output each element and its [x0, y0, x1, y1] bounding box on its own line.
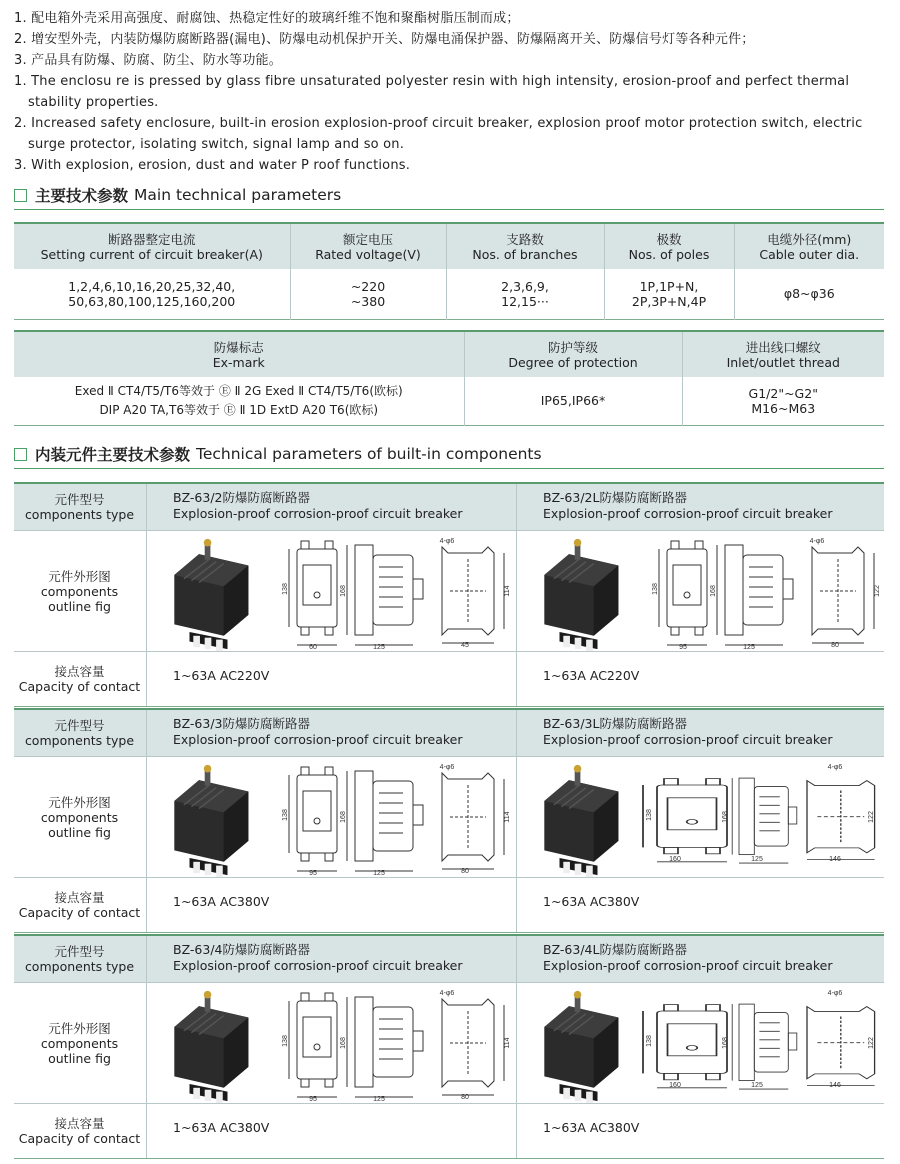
row-label-text: outline fig	[48, 598, 111, 614]
component-model	[543, 942, 833, 974]
dimension-label: 80	[831, 642, 839, 649]
dimension-label: 168	[722, 1037, 729, 1049]
row-label	[14, 531, 145, 651]
row-label	[14, 983, 145, 1103]
dimension-label: 125	[743, 644, 755, 651]
row-label	[14, 878, 145, 932]
right-component-cell	[516, 484, 885, 530]
base-view-drawing	[812, 547, 874, 643]
intro-en-2-cont: surge protector, isolating switch, signal lamp and so on.	[28, 137, 405, 152]
model-name: BZ-63/4L防爆防腐断路器	[543, 942, 687, 957]
dimension-label: 138	[652, 583, 659, 595]
row-label-text: 元件型号	[54, 718, 105, 733]
dimension-label: 114	[504, 811, 511, 823]
row-label	[14, 710, 145, 756]
contact-capacity: 1~63A AC220V	[173, 668, 270, 683]
left-component-cell	[146, 936, 516, 982]
component-model	[173, 716, 463, 748]
component-model	[543, 490, 833, 522]
intro-en-3: 3. With explosion, erosion, dust and water P roof functions.	[14, 158, 411, 173]
dimension-label: 114	[504, 585, 511, 597]
left-component-cell	[146, 983, 516, 1103]
section-builtin-params	[14, 443, 542, 465]
left-component-cell	[146, 531, 516, 651]
component-group	[14, 708, 884, 933]
header-cell: 电缆外径(mm) Cable outer dia.	[734, 223, 884, 269]
left-component-cell	[146, 1104, 516, 1158]
component-capacity-row	[14, 1104, 884, 1158]
component-outline-figure	[147, 531, 515, 651]
row-label-text: Capacity of contact	[18, 1131, 141, 1146]
row-label	[14, 757, 145, 877]
right-component-cell	[516, 652, 885, 706]
component-type-row	[14, 484, 884, 531]
contact-capacity: 1~63A AC380V	[543, 1120, 640, 1135]
row-label-text: 元件型号	[54, 492, 105, 507]
right-component-cell	[516, 1104, 885, 1158]
table-cell: Exed Ⅱ CT4/T5/T6等效于 Ⓔ Ⅱ 2G Exed Ⅱ CT4/T5/T6(欧标) DIP A20 TA,T6等效于 Ⓔ Ⅱ 1D ExtD A20 T6(欧标)	[74, 383, 403, 417]
table-row	[14, 269, 884, 319]
row-label-text: outline fig	[48, 824, 111, 840]
model-description: Explosion-proof corrosion-proof circuit breaker	[173, 958, 463, 973]
model-description: Explosion-proof corrosion-proof circuit breaker	[543, 732, 833, 747]
exmark-table	[14, 330, 884, 426]
section-title-cn: 内装元件主要技术参数	[35, 446, 191, 464]
section-title-en: Main technical parameters	[134, 186, 342, 204]
component-model	[173, 490, 463, 522]
checkbox-square-icon	[14, 189, 27, 202]
section-divider	[14, 209, 884, 210]
front-view-drawing	[289, 541, 337, 645]
dimension-label: 4-φ6	[439, 764, 455, 771]
component-outline-figure	[147, 983, 515, 1103]
component-outline-figure	[517, 531, 885, 651]
table-cell: φ8~φ36	[734, 269, 884, 319]
row-label-text: 接点容量	[54, 890, 105, 905]
right-component-cell	[516, 757, 885, 877]
component-model	[543, 716, 833, 748]
model-description: Explosion-proof corrosion-proof circuit breaker	[543, 506, 833, 521]
front-view-drawing	[289, 767, 337, 871]
row-label	[14, 484, 145, 530]
table-cell: G1/2"~G2" M16~M63	[682, 377, 884, 425]
row-label-text: outline fig	[48, 1050, 111, 1066]
dimension-label: 125	[751, 1082, 763, 1089]
component-outline-figure	[517, 757, 885, 877]
dimension-label: 80	[461, 868, 469, 875]
dimension-label: 4-φ6	[827, 990, 843, 997]
section-title-en: Technical parameters of built-in components	[196, 445, 542, 463]
left-component-cell	[146, 757, 516, 877]
right-component-cell	[516, 878, 885, 932]
dimension-label: 125	[373, 1096, 385, 1103]
header-cell: 支路数 Nos. of branches	[446, 223, 604, 269]
dimension-label: 125	[751, 856, 763, 863]
right-component-cell	[516, 936, 885, 982]
dimension-label: 4-φ6	[809, 538, 825, 545]
component-capacity-row	[14, 652, 884, 706]
component-outline-figure	[147, 757, 515, 877]
header-cell: 断路器整定电流 Setting current of circuit breaker(A)	[14, 223, 290, 269]
component-figure-row	[14, 531, 884, 652]
dimension-label: 45	[461, 642, 469, 649]
front-view-drawing	[643, 1005, 727, 1088]
base-view-drawing	[442, 773, 504, 869]
right-component-cell	[516, 531, 885, 651]
component-outline-figure	[517, 983, 885, 1103]
component-capacity-row	[14, 878, 884, 932]
breaker-photo-image	[161, 763, 256, 877]
side-view-drawing	[717, 545, 793, 645]
intro-en-2: 2. Increased safety enclosure, built-in erosion explosion-proof circuit breaker, explosion proof motor protection switch, electric	[14, 116, 863, 131]
right-component-cell	[516, 983, 885, 1103]
header-cell: 进出线口螺纹 Inlet/outlet thread	[682, 331, 884, 377]
component-type-row	[14, 936, 884, 983]
header-cell: 额定电压 Rated voltage(V)	[290, 223, 446, 269]
side-view-drawing	[732, 778, 797, 863]
table-cell: 1,2,4,6,10,16,20,25,32,40, 50,63,80,100,125,160,200	[68, 278, 236, 309]
row-label-text: components type	[24, 733, 135, 748]
row-label-text: 接点容量	[54, 1116, 105, 1131]
dimension-label: 122	[868, 811, 875, 823]
intro-cn-3: 3. 产品具有防爆、防腐、防尘、防水等功能。	[14, 53, 282, 68]
left-component-cell	[146, 878, 516, 932]
side-view-drawing	[347, 771, 423, 871]
model-description: Explosion-proof corrosion-proof circuit breaker	[543, 958, 833, 973]
dimension-label: 4-φ6	[439, 990, 455, 997]
component-group	[14, 934, 884, 1159]
section-main-params	[14, 184, 341, 206]
side-view-drawing	[732, 1004, 797, 1089]
dimension-label: 138	[282, 809, 289, 821]
dimension-label: 4-φ6	[827, 764, 843, 771]
row-label-text: 元件型号	[54, 944, 105, 959]
dimension-label: 138	[282, 1035, 289, 1047]
component-figure-row	[14, 757, 884, 878]
main-params-table	[14, 222, 884, 320]
dimension-label: 95	[679, 644, 687, 651]
right-component-cell	[516, 710, 885, 756]
header-cell: 防爆标志 Ex-mark	[14, 331, 464, 377]
row-label-text: 元件外形图	[48, 1020, 111, 1036]
dimension-label: 168	[340, 811, 347, 823]
row-label	[14, 1104, 145, 1158]
dimension-label: 60	[309, 644, 317, 651]
left-component-cell	[146, 652, 516, 706]
front-view-drawing	[643, 779, 727, 862]
dimension-label: 95	[309, 1096, 317, 1103]
base-view-drawing	[442, 999, 504, 1095]
dimension-label: 95	[309, 870, 317, 877]
front-view-drawing	[289, 993, 337, 1097]
checkbox-square-icon	[14, 448, 27, 461]
dimension-label: 160	[669, 856, 681, 863]
row-label-text: components	[40, 809, 119, 825]
breaker-photo-image	[161, 537, 256, 651]
dimension-label: 168	[710, 585, 717, 597]
side-view-drawing	[347, 997, 423, 1097]
row-label-text: components type	[24, 959, 135, 974]
dimension-label: 168	[722, 811, 729, 823]
breaker-photo-image	[531, 989, 626, 1103]
section-title-cn: 主要技术参数	[35, 187, 129, 205]
section-divider	[14, 468, 884, 469]
row-label-text: components	[40, 583, 119, 599]
dimension-label: 122	[868, 1037, 875, 1049]
breaker-photo-image	[531, 537, 626, 651]
row-label-text: Capacity of contact	[18, 679, 141, 694]
dimension-label: 146	[829, 856, 841, 863]
base-view-drawing	[442, 547, 504, 643]
left-component-cell	[146, 710, 516, 756]
component-group	[14, 482, 884, 707]
table-cell: 2,3,6,9, 12,15···	[446, 269, 604, 319]
breaker-photo-image	[531, 763, 626, 877]
row-label-text: Capacity of contact	[18, 905, 141, 920]
breaker-photo-image	[161, 989, 256, 1103]
component-type-row	[14, 710, 884, 757]
row-label-text: components	[40, 1035, 119, 1051]
row-label-text: 元件外形图	[48, 794, 111, 810]
table-cell: IP65,IP66*	[464, 377, 682, 425]
model-name: BZ-63/3L防爆防腐断路器	[543, 716, 687, 731]
dimension-label: 168	[340, 1037, 347, 1049]
contact-capacity: 1~63A AC380V	[543, 894, 640, 909]
contact-capacity: 1~63A AC380V	[173, 1120, 270, 1135]
model-name: BZ-63/3防爆防腐断路器	[173, 716, 310, 731]
intro-en-1-cont: stability properties.	[28, 95, 159, 110]
model-description: Explosion-proof corrosion-proof circuit breaker	[173, 732, 463, 747]
model-name: BZ-63/2L防爆防腐断路器	[543, 490, 687, 505]
dimension-label: 125	[373, 870, 385, 877]
row-label	[14, 652, 145, 706]
dimension-label: 125	[373, 644, 385, 651]
dimension-label: 168	[340, 585, 347, 597]
side-view-drawing	[347, 545, 423, 645]
model-name: BZ-63/2防爆防腐断路器	[173, 490, 310, 505]
dimension-label: 138	[646, 809, 653, 821]
dimension-label: 114	[504, 1037, 511, 1049]
table-header-row	[14, 223, 884, 269]
table-cell: 1P,1P+N, 2P,3P+N,4P	[604, 269, 734, 319]
component-model	[173, 942, 463, 974]
dimension-label: 138	[282, 583, 289, 595]
model-description: Explosion-proof corrosion-proof circuit breaker	[173, 506, 463, 521]
row-label-text: 元件外形图	[48, 568, 111, 584]
dimension-label: 146	[829, 1082, 841, 1089]
dimension-label: 80	[461, 1094, 469, 1101]
table-row	[14, 377, 884, 425]
dimension-label: 122	[874, 585, 881, 597]
row-label	[14, 936, 145, 982]
dimension-label: 4-φ6	[439, 538, 455, 545]
intro-cn-2: 2. 增安型外壳，内装防爆防腐断路器(漏电)、防爆电动机保护开关、防爆电涌保护器、防爆隔离开关、防爆信号灯等各种元件；	[14, 32, 755, 47]
component-figure-row	[14, 983, 884, 1104]
intro-en-1: 1. The enclosu re is pressed by glass fibre unsaturated polyester resin with high intensity, erosion-proof and perfect thermal	[14, 74, 850, 89]
contact-capacity: 1~63A AC220V	[543, 668, 640, 683]
table-header-row	[14, 331, 884, 377]
contact-capacity: 1~63A AC380V	[173, 894, 270, 909]
table-cell: ~220 ~380	[290, 269, 446, 319]
row-label-text: components type	[24, 507, 135, 522]
front-view-drawing	[659, 541, 707, 645]
dimension-label: 138	[646, 1035, 653, 1047]
intro-notes	[14, 8, 889, 176]
dimension-label: 160	[669, 1082, 681, 1089]
row-label-text: 接点容量	[54, 664, 105, 679]
header-cell: 防护等级 Degree of protection	[464, 331, 682, 377]
header-cell: 极数 Nos. of poles	[604, 223, 734, 269]
left-component-cell	[146, 484, 516, 530]
model-name: BZ-63/4防爆防腐断路器	[173, 942, 310, 957]
intro-cn-1: 1. 配电箱外壳采用高强度、耐腐蚀、热稳定性好的玻璃纤维不饱和聚酯树脂压制而成；	[14, 11, 520, 26]
